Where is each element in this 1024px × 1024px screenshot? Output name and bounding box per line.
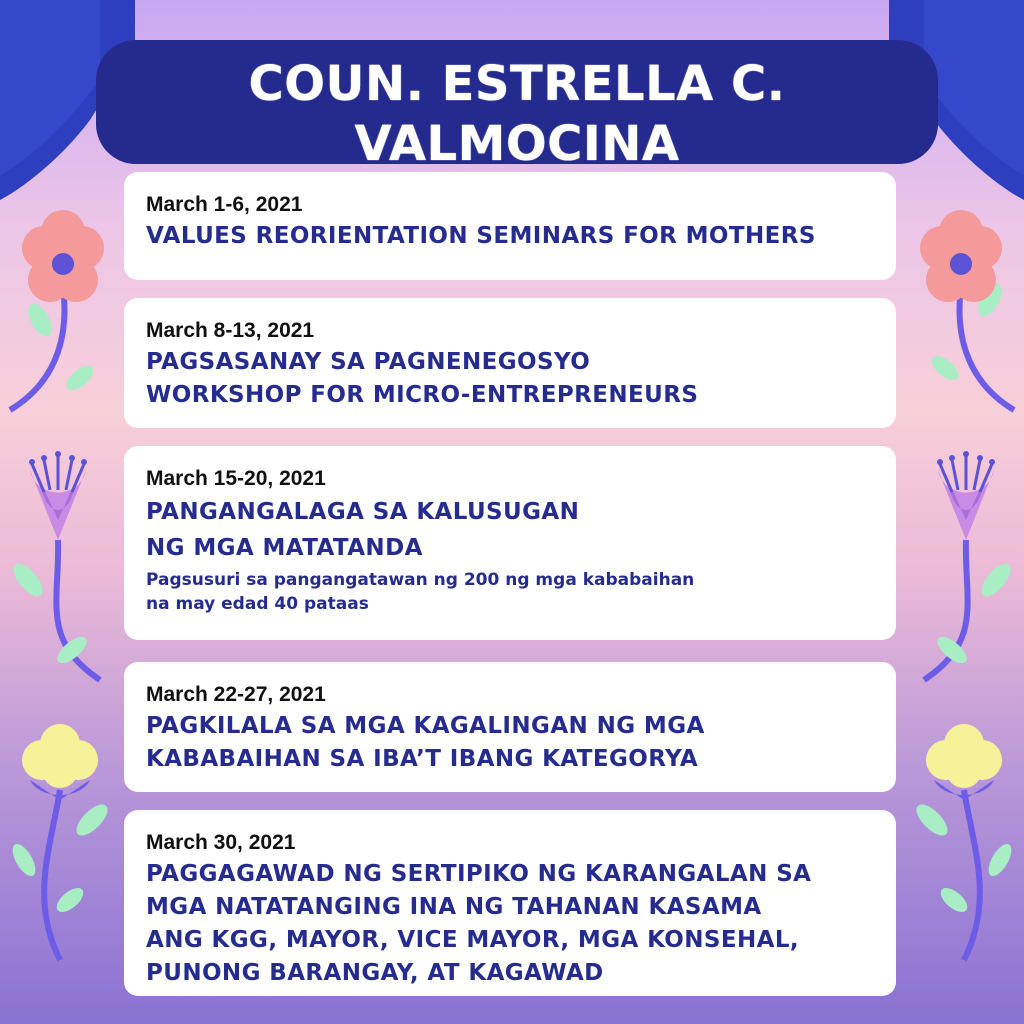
event-title-line: ANG KGG, MAYOR, VICE MAYOR, MGA KONSEHAL, [146,927,800,953]
event-date: March 22-27, 2021 [146,683,326,706]
event-title-line: KABABAIHAN SA IBA’T IBANG KATEGORYA [146,746,699,772]
purple-tulip-icon [924,451,1016,680]
yellow-flower-icon [8,724,112,960]
event-date: March 1-6, 2021 [146,193,303,216]
event-card [124,446,896,640]
event-card [124,810,896,996]
event-title-line: PAGKILALA SA MGA KAGALINGAN NG MGA [146,713,705,739]
event-title-line: NG MGA MATATANDA [146,535,423,561]
event-date: March 8-13, 2021 [146,319,315,342]
event-date: March 15-20, 2021 [146,467,326,490]
purple-tulip-icon [8,451,100,680]
event-title-line: PUNONG BARANGAY, AT KAGAWAD [146,960,604,986]
pink-flower-icon [10,210,104,410]
event-card [124,298,896,428]
event-card [124,172,896,280]
councilor-name: COUN. ESTRELLA C. VALMOCINA [248,56,786,172]
yellow-flower-icon [911,724,1015,960]
event-title-line: VALUES REORIENTATION SEMINARS FOR MOTHERS [146,223,816,249]
event-description-line: na may edad 40 pataas [146,594,369,614]
event-description-line: Pagsusuri sa pangangatawan ng 200 ng mga kababaihan [146,570,695,590]
event-title-line: MGA NATATANGING INA NG TAHANAN KASAMA [146,894,762,920]
event-title-line: PAGGAGAWAD NG SERTIPIKO NG KARANGALAN SA [146,861,812,887]
pink-flower-icon [920,210,1014,410]
event-date: March 30, 2021 [146,831,296,854]
event-title-line: PAGSASANAY SA PAGNENEGOSYO [146,349,591,375]
event-title-line: PANGANGALAGA SA KALUSUGAN [146,499,580,525]
event-title-line: WORKSHOP FOR MICRO-ENTREPRENEURS [146,382,699,408]
header-banner [96,40,938,172]
event-card [124,662,896,792]
